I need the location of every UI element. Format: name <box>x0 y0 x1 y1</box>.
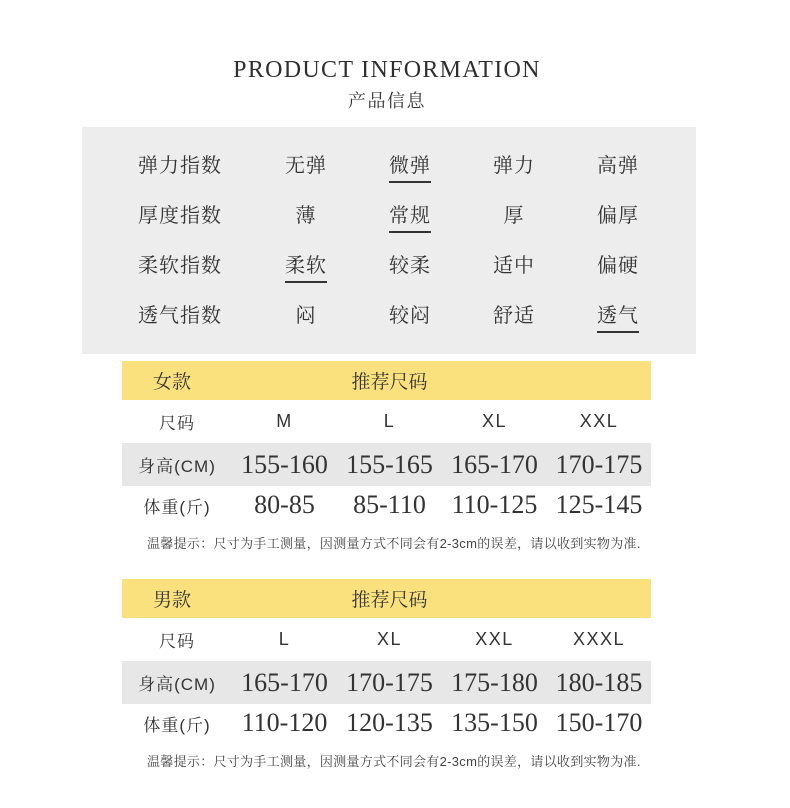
breathability-label: 透气指数 <box>138 304 222 327</box>
men-title: 男款 <box>152 590 191 611</box>
men-weight-cell: 150-170 <box>555 708 643 737</box>
elasticity-label: 弹力指数 <box>138 154 222 177</box>
women-weight-cell: 125-145 <box>555 490 643 519</box>
elasticity-option-1: 无弹 <box>285 154 327 177</box>
elasticity-option-3: 弹力 <box>493 154 535 177</box>
men-size-heading: 推荐尺码 <box>351 590 428 611</box>
fabric-index-panel <box>82 127 696 354</box>
men-size-label: 尺码 <box>159 632 195 651</box>
women-size-section <box>122 361 651 554</box>
softness-option-3: 适中 <box>493 254 535 277</box>
women-height-row <box>122 443 651 486</box>
men-height-cell: 170-175 <box>346 667 433 697</box>
women-size-cell: XL <box>481 411 508 431</box>
men-size-cell: XXL <box>475 629 514 649</box>
women-size-heading: 推荐尺码 <box>351 372 428 393</box>
men-weight-label: 体重(斤) <box>143 715 211 735</box>
women-weight-cell: 85-110 <box>353 490 426 519</box>
men-size-row <box>122 618 651 661</box>
breathability-option-2: 较闷 <box>389 304 431 327</box>
women-height-cell: 155-165 <box>346 449 433 479</box>
men-height-row <box>122 661 651 704</box>
women-title: 女款 <box>152 372 191 393</box>
breathability-option-4: 透气 <box>597 304 639 327</box>
thickness-label: 厚度指数 <box>138 204 222 227</box>
women-height-cell: 165-170 <box>451 449 538 479</box>
men-weight-cell: 120-135 <box>346 708 433 737</box>
men-size-section <box>122 579 651 772</box>
men-height-label: 身高(CM) <box>138 675 216 694</box>
women-weight-cell: 110-125 <box>451 490 538 519</box>
women-height-cell: 155-160 <box>241 449 328 479</box>
softness-label: 柔软指数 <box>138 254 222 277</box>
page-subtitle: 产品信息 <box>348 91 426 111</box>
women-size-header-bar <box>122 361 651 400</box>
elasticity-option-2: 微弹 <box>389 154 431 177</box>
women-height-cell: 170-175 <box>555 449 643 479</box>
men-height-cell: 180-185 <box>555 667 643 697</box>
thickness-option-3: 厚 <box>503 204 525 227</box>
men-measurement-note: 温馨提示：尺寸为手工测量，因测量方式不同会有2-3cm的误差，请以收到实物为准. <box>147 754 641 769</box>
men-size-cell: L <box>278 629 291 649</box>
men-size-cell: XL <box>376 629 403 649</box>
men-size-header-bar <box>122 579 651 618</box>
men-height-cell: 175-180 <box>451 667 538 697</box>
men-size-cell: XXXL <box>572 629 626 649</box>
elasticity-row <box>82 138 696 188</box>
women-weight-label: 体重(斤) <box>143 497 211 517</box>
softness-option-1: 柔软 <box>285 254 327 277</box>
women-weight-row <box>122 486 651 524</box>
breathability-row <box>82 288 696 338</box>
men-weight-row <box>122 704 651 742</box>
thickness-row <box>82 188 696 238</box>
women-size-cell: M <box>276 411 293 431</box>
women-size-row <box>122 400 651 443</box>
breathability-option-1: 闷 <box>295 304 317 327</box>
women-size-label: 尺码 <box>159 414 195 433</box>
softness-option-2: 较柔 <box>389 254 431 277</box>
softness-row <box>82 238 696 288</box>
elasticity-option-4: 高弹 <box>597 154 639 177</box>
thickness-option-1: 薄 <box>295 204 317 227</box>
softness-option-4: 偏硬 <box>597 254 639 277</box>
thickness-option-4: 偏厚 <box>597 204 639 227</box>
women-size-cell: L <box>383 411 396 431</box>
thickness-option-2: 常规 <box>389 204 431 227</box>
women-size-cell: XXL <box>579 411 619 431</box>
women-height-label: 身高(CM) <box>138 457 216 476</box>
women-weight-cell: 80-85 <box>254 490 315 519</box>
men-weight-cell: 110-120 <box>241 708 328 737</box>
breathability-option-3: 舒适 <box>493 304 535 327</box>
page-title: PRODUCT INFORMATION <box>233 57 541 83</box>
men-height-cell: 165-170 <box>241 667 328 697</box>
men-weight-cell: 135-150 <box>451 708 538 737</box>
women-measurement-note: 温馨提示：尺寸为手工测量，因测量方式不同会有2-3cm的误差，请以收到实物为准. <box>147 536 641 551</box>
